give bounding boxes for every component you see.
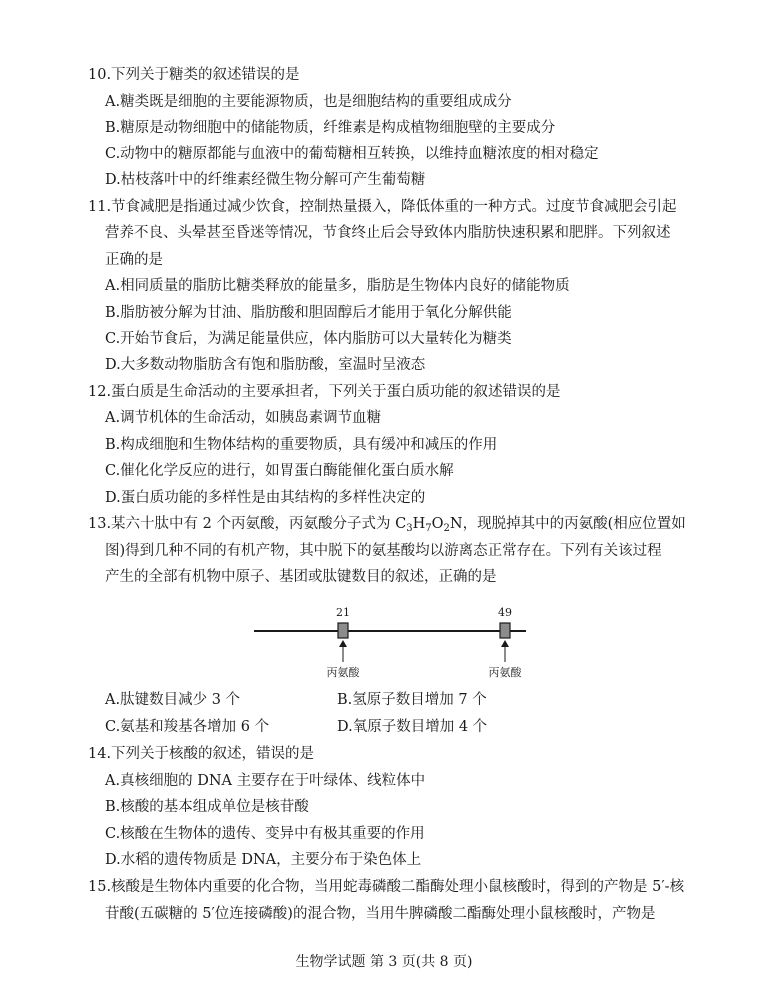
arrow-head-2 (501, 640, 509, 647)
q15-stem-line1: 15.核酸是生物体内重要的化合物，当用蛇毒磷酸二酯酶处理小鼠核酸时，得到的产物是 5′-核 (88, 879, 685, 895)
q11-stem-line1: 11.节食减肥是指通过减少饮食，控制热量摄入，降低体重的一种方式。过度节食减肥会引起 (88, 199, 677, 215)
q13-stem-line1 (88, 515, 686, 533)
q14-option-a: A.真核细胞的 DNA 主要存在于叶绿体、线粒体中 (105, 773, 426, 789)
alanine-label-1: 丙氨酸 (326, 666, 360, 679)
formula-h: H (412, 516, 426, 532)
formula-o-count: 2 (443, 523, 450, 534)
q11-option-b: B.脂肪被分解为甘油、脂肪酸和胆固醇后才能用于氧化分解供能 (105, 305, 512, 321)
q11-option-d: D.大多数动物脂肪含有饱和脂肪酸，室温时呈液态 (105, 357, 426, 373)
q13-stem-pre: 13.某六十肽中有 2 个丙氨酸，丙氨酸分子式为 C (88, 516, 407, 532)
q10-stem: 10.下列关于糖类的叙述错误的是 (88, 67, 300, 83)
alanine-label-2: 丙氨酸 (488, 666, 522, 679)
q15-stem-line2: 苷酸(五碳糖的 5′位连接磷酸)的混合物，当用牛脾磷酸二酯酶处理小鼠核酸时，产物是 (105, 906, 656, 922)
q12-option-b: B.构成细胞和生物体结构的重要物质，具有缓冲和减压的作用 (105, 437, 498, 453)
q11-stem-line3: 正确的是 (105, 252, 163, 268)
q12-stem: 12.蛋白质是生命活动的主要承担者，下列关于蛋白质功能的叙述错误的是 (88, 384, 561, 400)
formula-o: O (431, 516, 444, 532)
position-label-49: 49 (498, 606, 512, 619)
q14-option-b: B.核酸的基本组成单位是核苷酸 (105, 799, 309, 815)
q12-option-d: D.蛋白质功能的多样性是由其结构的多样性决定的 (105, 490, 426, 506)
q13-stem-post: ，现脱掉其中的丙氨酸(相应位置如 (462, 516, 686, 532)
q14-option-d: D.水稻的遗传物质是 DNA，主要分布于染色体上 (105, 852, 422, 868)
q13-stem-line2: 图)得到几种不同的有机产物，其中脱下的氨基酸均以游离态正常存在。下列有关该过程 (105, 543, 662, 559)
position-label-21: 21 (336, 606, 350, 619)
q13-option-b: B.氢原子数目增加 7 个 (337, 692, 487, 708)
formula-c-count: 3 (406, 523, 413, 534)
q12-option-a: A.调节机体的生命活动，如胰岛素调节血糖 (105, 410, 382, 426)
alanine-marker-2 (500, 623, 510, 638)
q13-option-d: D.氧原子数目增加 4 个 (337, 719, 488, 735)
q13-option-c: C.氨基和羧基各增加 6 个 (105, 719, 270, 735)
q11-option-a: A.相同质量的脂肪比糖类释放的能量多，脂肪是生物体内良好的储能物质 (105, 278, 570, 294)
q11-option-c: C.开始节食后，为满足能量供应，体内脂肪可以大量转化为糖类 (105, 331, 512, 347)
q13-stem-line3: 产生的全部有机物中原子、基团或肽键数目的叙述，正确的是 (105, 569, 497, 585)
q14-option-c: C.核酸在生物体的遗传、变异中有极其重要的作用 (105, 826, 425, 842)
formula-h-count: 7 (425, 523, 432, 534)
peptide-chain-diagram (250, 604, 530, 694)
arrow-head-1 (339, 640, 347, 647)
q10-option-c: C.动物中的糖原都能与血液中的葡萄糖相互转换，以维持血糖浓度的相对稳定 (105, 146, 599, 162)
q10-option-a: A.糖类既是细胞的主要能源物质，也是细胞结构的重要组成成分 (105, 94, 512, 110)
q14-stem: 14.下列关于核酸的叙述，错误的是 (88, 746, 315, 762)
q10-option-d: D.枯枝落叶中的纤维素经微生物分解可产生葡萄糖 (105, 172, 426, 188)
formula-n: N (449, 516, 463, 532)
alanine-marker-1 (338, 623, 348, 638)
q12-option-c: C.催化化学反应的进行，如胃蛋白酶能催化蛋白质水解 (105, 463, 454, 479)
q11-stem-line2: 营养不良、头晕甚至昏迷等情况，节食终止后会导致体内脂肪快速积累和肥胖。下列叙述 (105, 225, 671, 241)
q10-option-b: B.糖原是动物细胞中的储能物质，纤维素是构成植物细胞壁的主要成分 (105, 120, 556, 136)
q13-option-a: A.肽键数目减少 3 个 (105, 692, 241, 708)
page-footer: 生物学试题 第 3 页(共 8 页) (295, 954, 473, 970)
